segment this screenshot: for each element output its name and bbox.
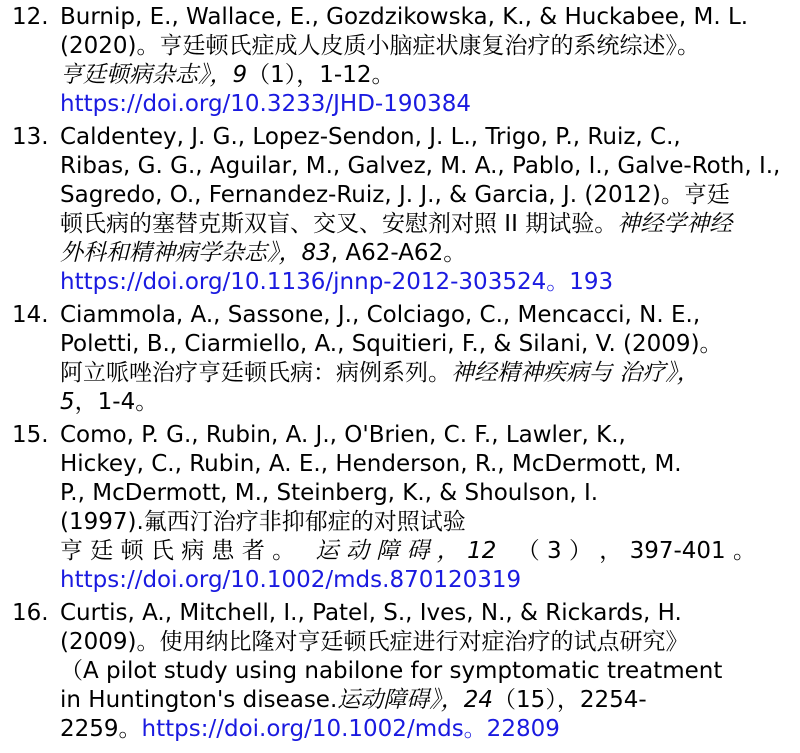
reference-line [60, 359, 723, 388]
reference-number: 13. [12, 124, 49, 150]
citation-text: Como, P. G., Rubin, A. J., O'Brien, C. F., Lawler, K., [60, 422, 626, 448]
citation-text: , A62-A62。 [330, 240, 467, 266]
citation-text: Ribas, G. G., Aguilar, M., Galvez, M. A., Pablo, I., Galve-Roth, I., [60, 153, 781, 179]
citation-text: P., McDermott, M., Steinberg, K., & Shoulson, I. [60, 480, 599, 506]
journal-title: 神经学神经 [617, 211, 733, 237]
reference-number: 16. [12, 600, 49, 626]
reference-number: 14. [12, 302, 49, 328]
reference-line [60, 152, 780, 181]
citation-text: in Huntington's disease. [60, 687, 338, 713]
reference-line [60, 330, 723, 359]
citation-text: （15），2254- [493, 687, 647, 713]
reference-line [60, 566, 756, 595]
citation-text: Curtis, A., Mitchell, I., Patel, S., Ives, N., & Rickards, H. [60, 600, 682, 626]
reference-line [60, 123, 780, 152]
doi-link[interactable]: https://doi.org/10.1002/mds。22809 [141, 716, 560, 742]
reference-line [60, 239, 780, 268]
reference-line [60, 181, 780, 210]
citation-text: 顿氏病的塞替克斯双盲、交叉、安慰剂对照 II 期试验。 [60, 211, 618, 237]
doi-link[interactable]: https://doi.org/10.3233/JHD-190384 [60, 91, 472, 117]
reference-line [60, 210, 780, 239]
citation-text: （1），1-12。 [247, 62, 395, 88]
reference-line [60, 90, 748, 119]
reference-line [60, 32, 748, 61]
reference-entry [0, 301, 723, 417]
reference-line [60, 479, 756, 508]
citation-text: Poletti, B., Ciarmiello, A., Squitieri, F., & Silani, V. (2009)。 [60, 331, 723, 357]
reference-entry [0, 599, 722, 744]
journal-title: 24 [463, 687, 494, 713]
journal-title: 外科和精神病学杂志》， [60, 240, 302, 266]
doi-link[interactable]: https://doi.org/10.1136/jnnp-2012-303524。193 [60, 269, 614, 295]
citation-text: (2020)。亨廷顿氏症成人皮质小脑症状康复治疗的系统综述》。 [60, 33, 700, 59]
citation-text: Ciammola, A., Sassone, J., Colciago, C., Mencacci, N. E., [60, 302, 701, 328]
citation-text: Caldentey, J. G., Lopez-Sendon, J. L., Trigo, P., Ruiz, C., [60, 124, 681, 150]
reference-line [60, 301, 723, 330]
citation-text: Hickey, C., Rubin, A. E., Henderson, R., McDermott, M. [60, 451, 682, 477]
citation-text: （ 3 ） ， 397-401 。 [516, 538, 756, 564]
journal-title: 83 [301, 240, 331, 266]
citation-text: 2259。 [60, 716, 142, 742]
reference-line [60, 686, 722, 715]
reference-line [60, 628, 722, 657]
journal-title: 亨廷顿病杂志》， [60, 62, 233, 88]
journal-title: 运 动 障 碍 ， 12 [315, 538, 497, 564]
reference-line [60, 450, 756, 479]
reference-number: 12. [12, 4, 49, 30]
reference-line [60, 388, 723, 417]
citation-text: ，1-4。 [74, 389, 159, 415]
reference-line [60, 715, 722, 744]
reference-line [60, 268, 780, 297]
reference-entry [0, 3, 748, 119]
citation-text: Sagredo, O., Fernandez-Ruiz, J. J., & Garcia, J. (2012)。亨廷 [60, 182, 730, 208]
reference-line [60, 61, 748, 90]
journal-title: 5 [60, 389, 75, 415]
doi-link[interactable]: https://doi.org/10.1002/mds.870120319 [60, 567, 522, 593]
journal-title: 9 [232, 62, 248, 88]
reference-entry [0, 123, 780, 297]
journal-title: 神经精神疾病与 治疗》， [451, 360, 700, 386]
reference-entry [0, 421, 756, 595]
reference-line [60, 421, 756, 450]
reference-line [60, 508, 756, 537]
reference-line [60, 599, 722, 628]
citation-text: 阿立哌唑治疗亨廷顿氏病：病例系列。 [60, 360, 451, 386]
citation-text: （A pilot study using nabilone for symptomatic treatment [60, 658, 723, 684]
citation-text: (1997).氟西汀治疗非抑郁症的对照试验 [60, 509, 466, 535]
reference-line [60, 657, 722, 686]
reference-number: 15. [12, 422, 49, 448]
citation-text: (2009)。使用纳比隆对亨廷顿氏症进行对症治疗的试点研究》 [60, 629, 689, 655]
citation-text: Burnip, E., Wallace, E., Gozdzikowska, K., & Huckabee, M. L. [60, 4, 749, 30]
citation-text: 亨 廷 顿 氏 病 患 者 。 [60, 538, 296, 564]
reference-line [60, 537, 756, 566]
journal-title: 运动障碍》， [337, 687, 464, 713]
reference-line [60, 3, 748, 32]
